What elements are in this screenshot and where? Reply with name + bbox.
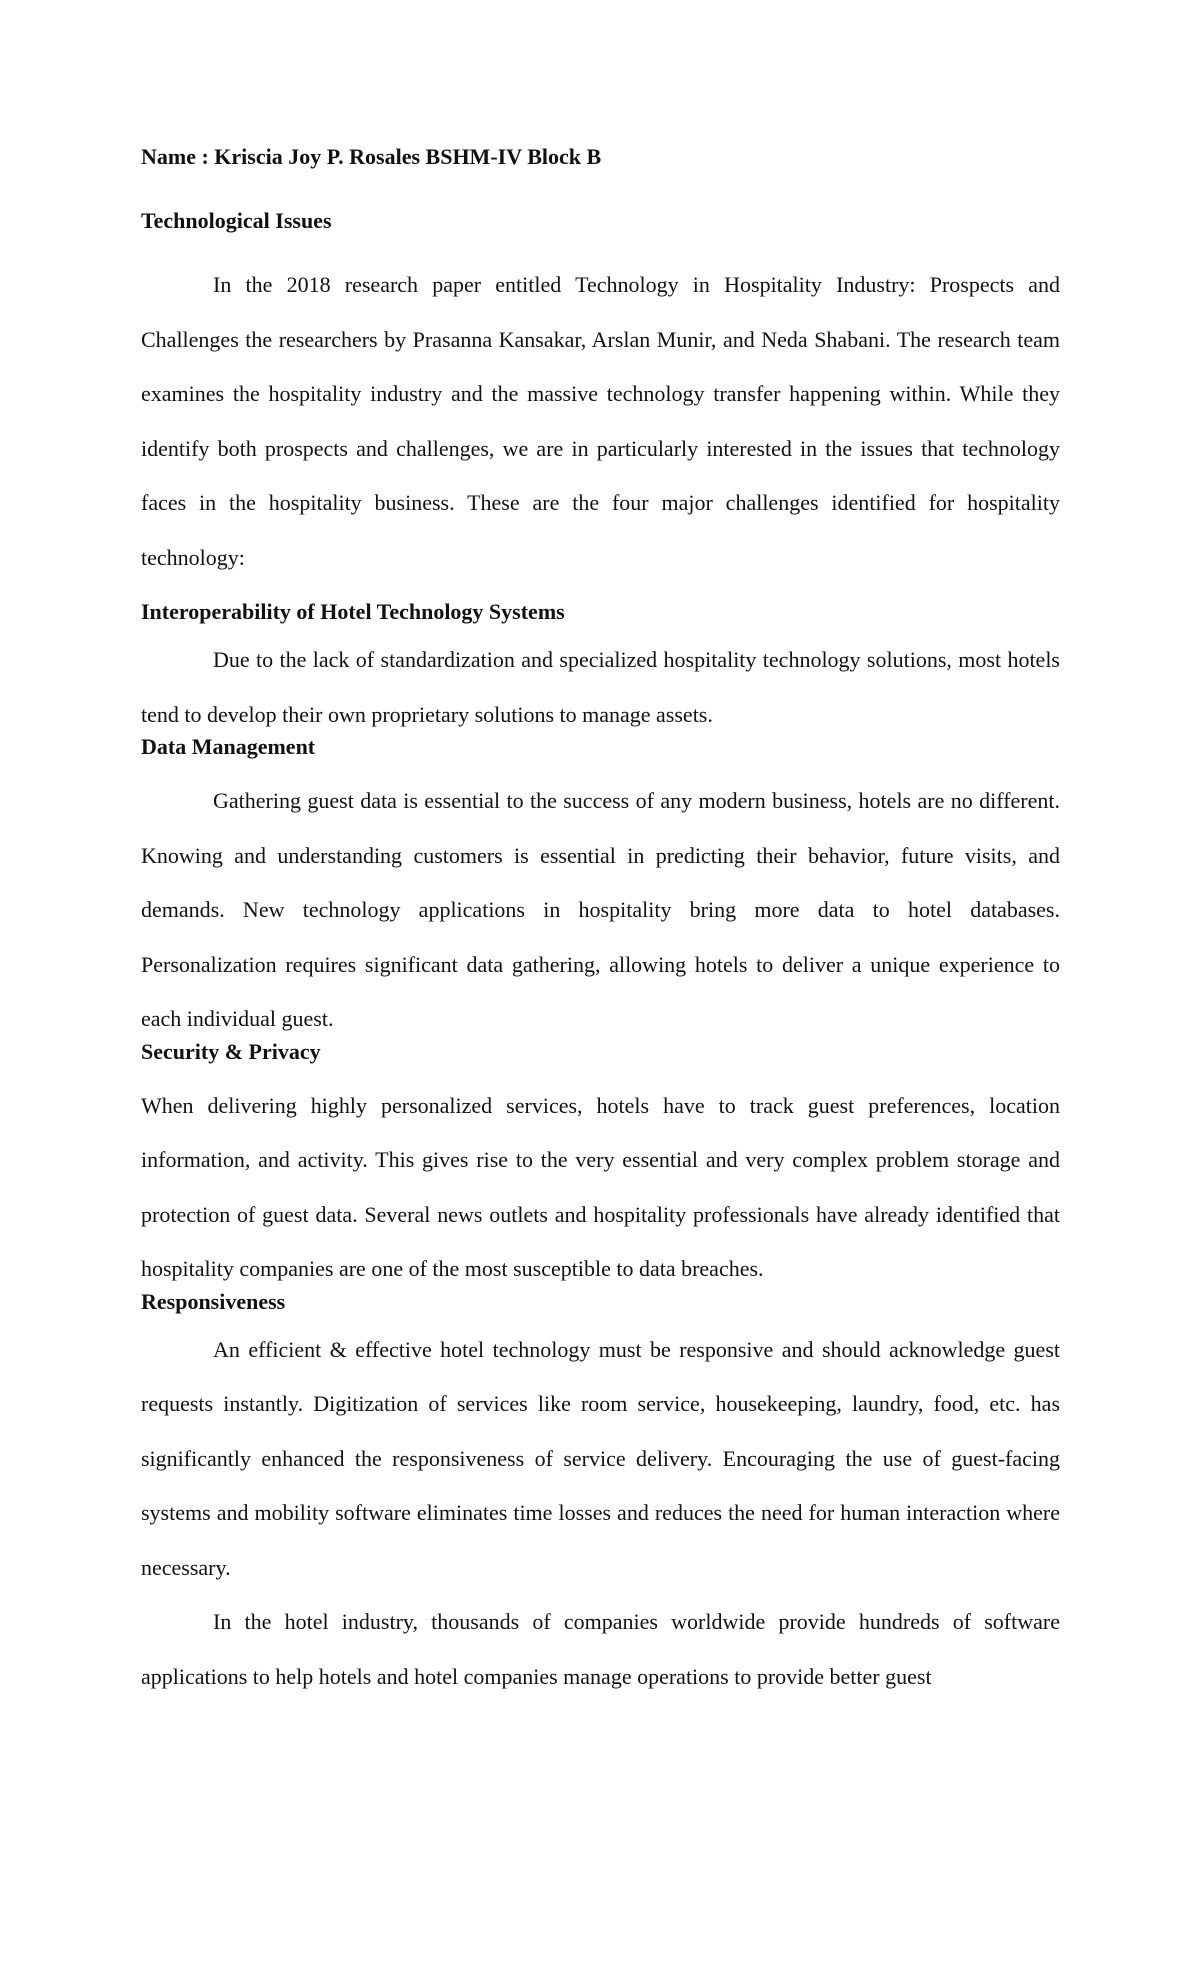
interoperability-paragraph: Due to the lack of standardization and specialized hospitality technology solutions, most hotels tend to develop their own proprietary solutions to manage assets. bbox=[141, 647, 1060, 727]
data-management-paragraph: Gathering guest data is essential to the success of any modern business, hotels are no different. Knowing and understanding customers is essential in predicting their behavior, future visits, and demands. New technology applications in hospitality bring more data to hotel databases. Personalization requires significant data gathering, allowing hotels to deliver a unique experience to each individual guest. bbox=[141, 788, 1060, 1031]
section-title-security-privacy: Security & Privacy bbox=[141, 1038, 321, 1064]
closing-paragraph: In the hotel industry, thousands of companies worldwide provide hundreds of software applications to help hotels and hotel companies manage operations to provide better guest bbox=[141, 1609, 1060, 1689]
document-title: Technological Issues bbox=[141, 208, 332, 233]
section-title-interoperability: Interoperability of Hotel Technology Systems bbox=[141, 599, 565, 624]
intro-paragraph: In the 2018 research paper entitled Technology in Hospitality Industry: Prospects and Challenges the researchers by Prasanna Kansakar, Arslan Munir, and Neda Shabani. The research team examines the hospitality industry and the massive technology transfer happening within. While they identify both prospects and challenges, we are in particularly interested in the issues that technology faces in the hospitality business. These are the four major challenges identified for hospitality technology: bbox=[141, 272, 1060, 570]
document-content bbox=[141, 142, 1060, 1704]
security-privacy-paragraph: When delivering highly personalized services, hotels have to track guest preferences, location information, and activity. This gives rise to the very essential and very complex problem storage and protection of guest data. Several news outlets and hospitality professionals have already identified that hospitality companies are one of the most susceptible to data breaches. bbox=[141, 1092, 1060, 1281]
section-title-data-management: Data Management bbox=[141, 734, 316, 759]
section-title-responsiveness: Responsiveness bbox=[141, 1288, 286, 1314]
responsiveness-paragraph: An efficient & effective hotel technology must be responsive and should acknowledge guest requests instantly. Digitization of services like room service, housekeeping, laundry, food, etc. has significantly enhanced the responsiveness of service delivery. Encouraging the use of guest-facing systems and mobility software eliminates time losses and reduces the need for human interaction where necessary. bbox=[141, 1336, 1060, 1580]
author-name-line: Name : Kriscia Joy P. Rosales BSHM-IV Block B bbox=[141, 144, 602, 169]
